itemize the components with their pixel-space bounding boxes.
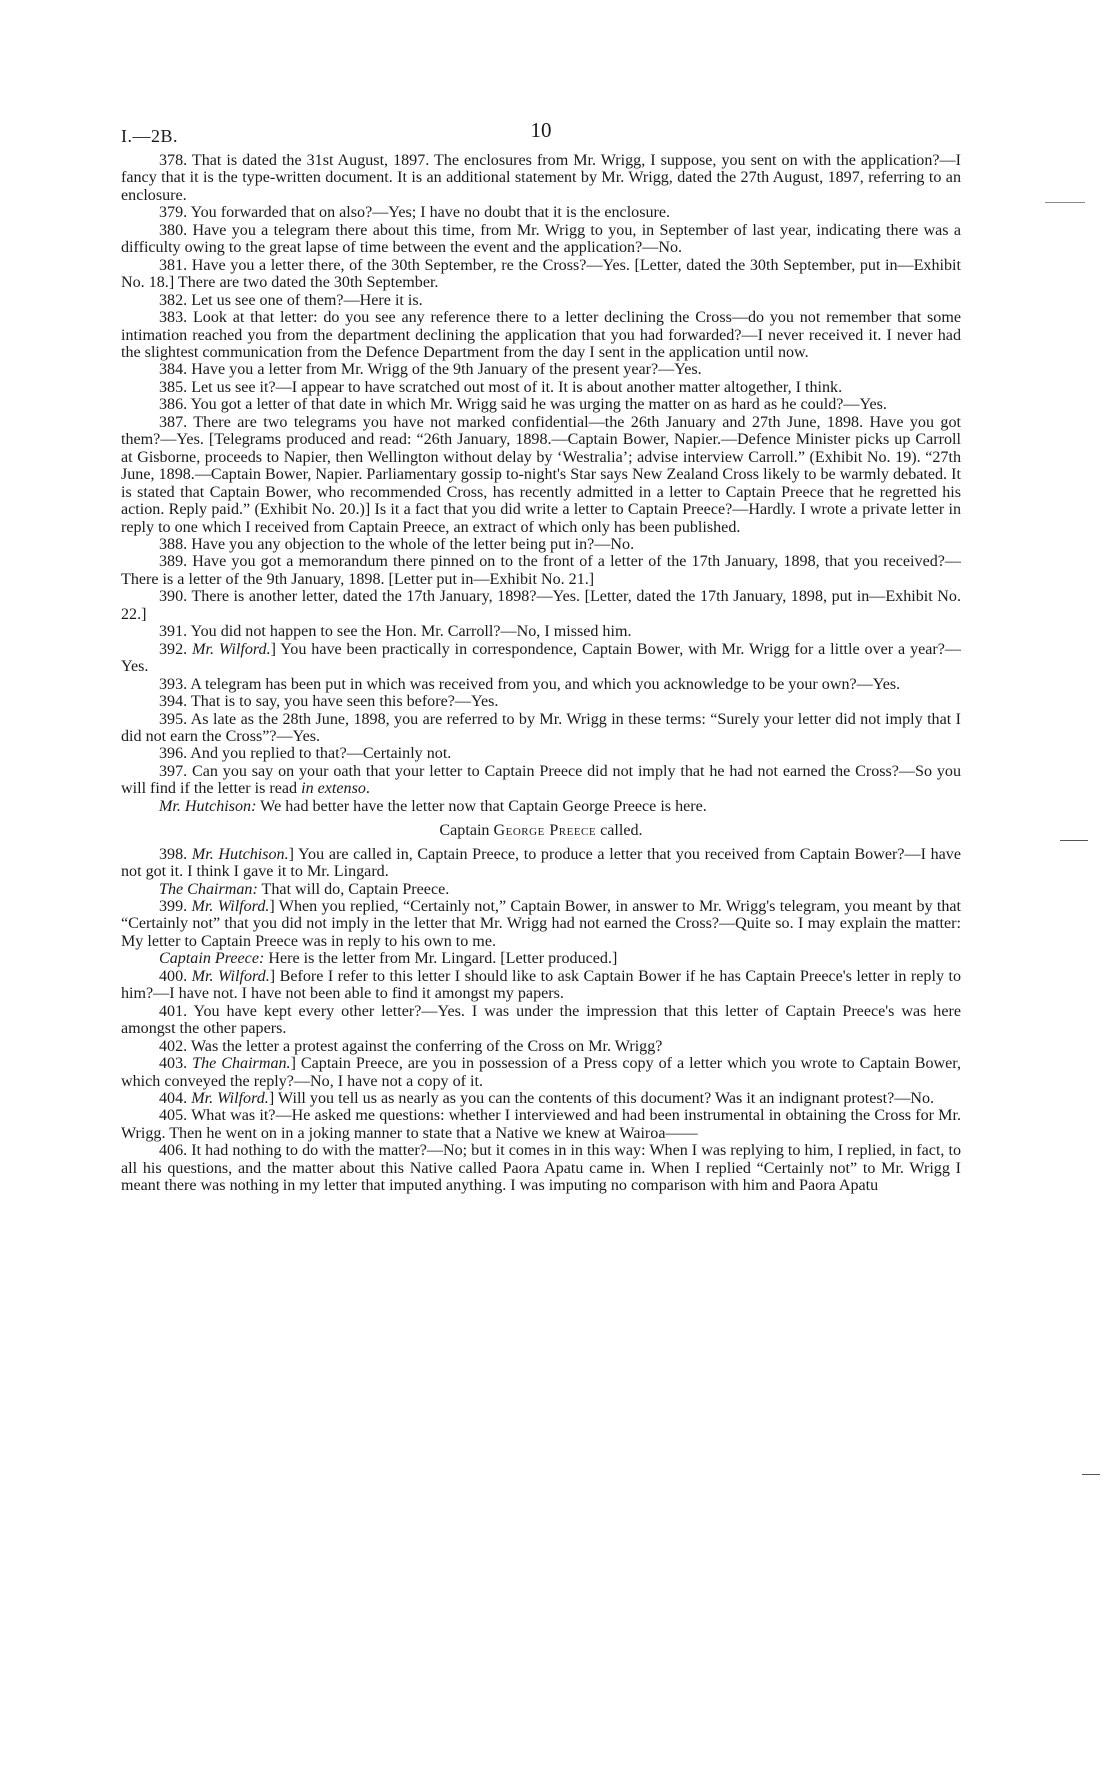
paragraph-397: [121, 763, 961, 798]
remark-preece: [121, 950, 961, 967]
document-reference: I.—2B.: [121, 126, 178, 146]
heading-pre: Captain: [439, 822, 494, 840]
paragraph-text: 397. Can you say on your oath that your letter to Captain Preece did not imply that he had not earned the Cross?—So you will find if the letter is read: [121, 762, 961, 798]
speaker-name: Mr. Hutchison:: [159, 797, 257, 815]
paragraph-406: 406. It had nothing to do with the matter?—No; but it comes in in this way: When I was replying to him, I replied, in fact, to all his questions, and the matter about this Native called Paora Apatu came in. When I replied “Certainly not” to Mr. Wrigg I meant there was nothing in my letter that imputed anything. I was imputing no comparison with him and Paora Apatu: [121, 1142, 961, 1195]
paragraph-text: We had better have the letter now that Captain George Preece is here.: [256, 797, 707, 815]
paragraph-378: 378. That is dated the 31st August, 1897. The enclosures from Mr. Wrigg, I suppose, you sent on with the application?—I fancy that it is the type-written document. It is an additional statement by Mr. Wrigg, dated the 27th August, 1897, referring to an enclosure.: [121, 152, 961, 204]
paragraph-381: 381. Have you a letter there, of the 30th September, re the Cross?—Yes. [Letter, dated the 30th September, put in—Exhibit No. 18.] There are two dated the 30th September.: [121, 256, 961, 292]
paragraph-end: .: [365, 780, 370, 798]
speaker-name: The Chairman:: [159, 880, 258, 898]
question-number: 392.: [159, 640, 193, 658]
witness-name: George Preece: [493, 822, 597, 840]
paragraph-400: [121, 968, 961, 1003]
speaker-name: The Chairman.: [192, 1055, 291, 1073]
paragraph-text: ] Will you tell us as nearly as you can the contents of this document? Was it an indignant protest?—No.: [268, 1090, 935, 1108]
paragraph-text: That will do, Captain Preece.: [257, 880, 450, 898]
page-number: 10: [530, 118, 552, 142]
heading-post: called.: [596, 822, 643, 840]
margin-mark: [1082, 1474, 1100, 1475]
paragraph-385: 385. Let us see it?—I appear to have scratched out most of it. It is about another matter altogether, I think.: [159, 378, 843, 396]
speaker-name: Captain Preece:: [159, 950, 265, 968]
speaker-name: Mr. Hutchison.: [191, 845, 289, 863]
paragraph-399: [121, 898, 961, 950]
remark-chairman: [121, 881, 961, 898]
margin-mark: [1060, 840, 1088, 841]
paragraph-text: ] You have been practically in correspondence, Captain Bower, with Mr. Wrigg for a little over a year?—Yes.: [121, 640, 961, 676]
paragraph-379: 379. You forwarded that on also?—Yes; I have no doubt that it is the enclosure.: [159, 204, 671, 222]
paragraph-383: 383. Look at that letter: do you see any reference there to a letter declining the Cross—do you not remember that some intimation reached you from the department declining the application that you had forwarded?—I never received it. I never had the slightest communication from the Defence Department from the day I sent in the application until now.: [121, 309, 961, 361]
paragraph-386: 386. You got a letter of that date in which Mr. Wrigg said he was urging the matter on as hard as he could?—Yes.: [159, 396, 887, 414]
speaker-name: Mr. Wilford.: [191, 1090, 269, 1108]
paragraph-402: 402. Was the letter a protest against the conferring of the Cross on Mr. Wrigg?: [159, 1037, 663, 1055]
question-number: 404.: [159, 1090, 192, 1108]
paragraph-text: ] Captain Preece, are you in possession of a Press copy of a letter which you wrote to Captain Bower, which conveyed the reply?—No, I have not a copy of it.: [121, 1055, 961, 1090]
paragraph-text: ] When you replied, “Certainly not,” Captain Bower, in answer to Mr. Wrigg's telegram, you meant by that “Certainly not” that you did not imply in the letter that Mr. Wrigg had not earned the Cross?—Quite so. I may explain the matter: My letter to Captain Preece was in reply to his own to me.: [121, 898, 961, 950]
paragraph-text: Here is the letter from Mr. Lingard. [Letter produced.]: [264, 950, 618, 968]
latin-phrase: in extenso: [301, 780, 366, 798]
paragraph-390: 390. There is another letter, dated the 17th January, 1898?—Yes. [Letter, dated the 17th January, 1898, put in—Exhibit No. 22.]: [121, 588, 961, 623]
page-header: [121, 112, 961, 152]
paragraph-395: 395. As late as the 28th June, 1898, you are referred to by Mr. Wrigg in these terms: “Surely your letter did not imply that I did not earn the Cross”?—Yes.: [121, 710, 961, 745]
paragraph-392: [121, 641, 961, 676]
paragraph-401: 401. You have kept every other letter?—Yes. I was under the impression that this letter of Captain Preece's was here amongst the other papers.: [121, 1002, 961, 1038]
question-number: 398.: [159, 845, 192, 863]
speaker-name: Mr. Wilford.: [192, 640, 271, 658]
paragraph-398: [121, 846, 961, 881]
question-number: 400.: [159, 967, 192, 985]
paragraph-389: 389. Have you got a memorandum there pinned on to the front of a letter of the 17th January, 1898, that you received?—There is a letter of the 9th January, 1898. [Letter put in—Exhibit No. 21.]: [121, 553, 961, 588]
paragraph-382: 382. Let us see one of them?—Here it is.: [159, 291, 423, 309]
paragraph-380: 380. Have you a telegram there about this time, from Mr. Wrigg to you, in September of last year, indicating there was a difficulty owing to the great lapse of time between the event and the application?—No.: [121, 221, 961, 257]
speaker-name: Mr. Wilford.: [191, 967, 270, 985]
paragraph-396: 396. And you replied to that?—Certainly not.: [159, 745, 452, 763]
paragraph-391: 391. You did not happen to see the Hon. Mr. Carroll?—No, I missed him.: [159, 623, 632, 641]
witness-heading: [121, 822, 961, 839]
paragraph-403: [121, 1055, 961, 1090]
paragraph-388: 388. Have you any objection to the whole of the letter being put in?—No.: [159, 535, 635, 553]
remark-hutchison: [121, 798, 961, 815]
paragraph-text: ] Before I refer to this letter I should like to ask Captain Bower if he has Captain Preece's letter in reply to him?—I have not. I have not been able to find it amongst my papers.: [121, 967, 961, 1003]
document-page: [121, 112, 961, 1195]
paragraph-387: 387. There are two telegrams you have not marked confidential—the 26th January and 27th June, 1898. Have you got them?—Yes. [Telegrams produced and read: “26th January, 1898.—Captain Bower, Napier.—Defence Minister picks up Carroll at Gisborne, proceeds to Napier, then Wellington without delay by ‘Westralia’; advise interview Carroll.” (Exhibit No. 19). “27th June, 1898.—Captain Bower, Napier. Parliamentary gossip to-night's Star says New Zealand Cross likely to be warmly debated. It is stated that Captain Bower, who recommended Cross, has recently admitted in a letter to Captain Preece that he regretted his action. Reply paid.” (Exhibit No. 20.)] Is it a fact that you did write a letter to Captain Preece?—Hardly. I wrote a private letter in reply to one which I received from Captain Preece, an extract of which only has been published.: [121, 413, 961, 536]
paragraph-405: 405. What was it?—He asked me questions: whether I interviewed and had been instrumental in obtaining the Cross for Mr. Wrigg. Then he went on in a joking manner to state that a Native we knew at Wairoa——: [121, 1107, 961, 1142]
paragraph-text: ] You are called in, Captain Preece, to produce a letter that you received from Captain Bower?—I have not got it. I think I gave it to Mr. Lingard.: [121, 845, 961, 881]
paragraph-394: 394. That is to say, you have seen this before?—Yes.: [159, 693, 499, 711]
margin-mark: [1045, 202, 1085, 203]
question-number: 399.: [159, 898, 192, 916]
paragraph-404: [121, 1090, 961, 1107]
paragraph-393: 393. A telegram has been put in which was received from you, and which you acknowledge to be your own?—Yes.: [159, 675, 901, 693]
question-number: 403.: [159, 1055, 193, 1073]
speaker-name: Mr. Wilford.: [191, 898, 270, 916]
paragraph-384: 384. Have you a letter from Mr. Wrigg of the 9th January of the present year?—Yes.: [159, 361, 702, 379]
transcript-body: [121, 152, 961, 1195]
